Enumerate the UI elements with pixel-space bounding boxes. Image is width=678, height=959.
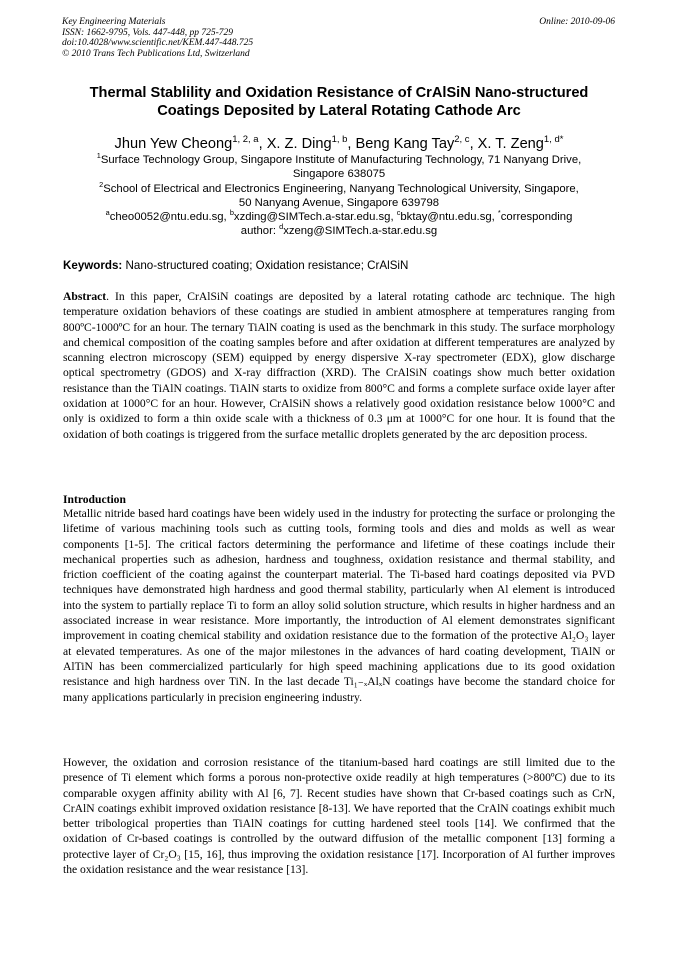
affil-number: 2 — [99, 180, 104, 190]
corresponding-prefix: author: — [240, 225, 280, 238]
author-name: X. Z. Ding — [266, 136, 332, 152]
author-separator: , — [258, 136, 267, 152]
email-address: bktay@ntu.edu.sg, — [400, 211, 498, 223]
affil-line: School of Electrical and Electronics Engineering, Nanyang Technological University, Singapore, — [103, 183, 579, 195]
keywords-label: Keywords: — [63, 259, 123, 272]
email-mark: c — [396, 208, 401, 218]
intro-paragraph-2: However, the oxidation and corrosion resistance of the titanium-based hard coatings are still limited due to the presence of Ti element which forms a porous non-protective oxide readily at high temperatures (>800ºC) due to its comparable oxygen affinity ability with Al [6, 7]. Recent studies have shown that Cr-based coatings such as CrN, CrAlN coatings exhibit improved oxidation resistance [8-13]. We have reported that the CrAlN coatings exhibit much better tribological properties than TiAlN coatings for cutting hardened steel tools [14]. We confirmed that the oxidation of Cr-based coatings is controlled by the outward diffusion of the metallic component [13] forming a protective layer of Cr₂O₃ [15, 16], thus improving the oxidation resistance [17]. Incorporation of Al further improves the oxidation resistance and the wear resistance [13]. — [63, 756, 615, 877]
email-address: xzding@SIMTech.a-star.edu.sg, — [233, 211, 397, 223]
email-address: cheo0052@ntu.edu.sg, — [109, 211, 230, 223]
email-mark: d — [279, 222, 284, 232]
affiliation-2 — [40, 182, 638, 211]
keywords-text: Nano-structured coating; Oxidation resistance; CrAlSiN — [122, 259, 409, 272]
section-heading-introduction: Introduction — [63, 493, 126, 506]
journal-name: Key Engineering Materials — [62, 17, 166, 27]
author-affil-mark: 1, d* — [543, 134, 564, 146]
author-affil-mark: 2, c — [454, 134, 470, 146]
author-separator: , — [469, 136, 478, 152]
doi-line: doi:10.4028/www.scientific.net/KEM.447-448.725 — [62, 38, 254, 49]
abstract — [63, 289, 615, 442]
affiliation-1 — [40, 153, 638, 182]
affil-line: Singapore 638075 — [292, 168, 386, 181]
title-line-2: Coatings Deposited by Lateral Rotating Cathode Arc — [157, 103, 521, 119]
abstract-label: Abstract — [63, 290, 107, 303]
email-mark: * — [497, 208, 501, 218]
email-mark: a — [105, 208, 110, 218]
keywords — [63, 259, 408, 272]
affil-line: 50 Nanyang Avenue, Singapore 639798 — [238, 197, 440, 210]
online-date: Online: 2010-09-06 — [539, 17, 615, 27]
abstract-text: . In this paper, CrAlSiN coatings are deposited by a lateral rotating cathode arc technique. The high temperature oxidation behaviors of these coatings are studied in ambient atmosphere at temperatures ranging from 800ºC-1000ºC for an hour. The ternary TiAlN coating is used as the benchmark in this study. The surface morphology and chemical composition of the coating samples before and after oxidation at different temperatures are analyzed by scanning electron microscopy (SEM) equipped by energy dispersive X-ray spectrometer (EDX), glow discharge optical spectrometry (GDOS) and X-ray diffraction (XRD). The CrAlSiN coatings show much better oxidation resistance than the TiAlN coatings. TiAlN starts to oxidize from 800°C and forms a complete surface oxide layer after oxidation at 1000°C for an hour. However, CrAlSiN shows a relatively good oxidation resistance below 1000°C and only is oxidized to form a thin oxide scale with a thickness of 0.3 μm at 1000°C for one hour. It is found that the oxidation of both coatings is triggered from the surface metallic droplets generated by the arc deposition process. — [63, 290, 615, 441]
title-line-1: Thermal Stablility and Oxidation Resistance of CrAlSiN Nano-structured — [89, 85, 589, 101]
copyright-line: © 2010 Trans Tech Publications Ltd, Switzerland — [62, 48, 250, 59]
author-affil-mark: 1, b — [331, 134, 348, 146]
author-name: X. T. Zeng — [477, 136, 544, 152]
corresponding-label: corresponding — [500, 211, 573, 223]
email-mark: b — [229, 208, 234, 218]
author-separator: , — [347, 136, 356, 152]
affil-line: Surface Technology Group, Singapore Institute of Manufacturing Technology, 71 Nanyang Drive, — [100, 154, 582, 166]
paper-title — [40, 84, 638, 120]
issn-line: ISSN: 1662-9795, Vols. 447-448, pp 725-729 — [62, 27, 233, 38]
affil-number: 1 — [96, 151, 101, 161]
journal-info — [62, 17, 253, 59]
email-address: xzeng@SIMTech.a-star.edu.sg — [283, 225, 438, 238]
email-list — [40, 210, 638, 239]
author-affil-mark: 1, 2, a — [232, 134, 259, 146]
author-list — [40, 135, 638, 154]
author-name: Jhun Yew Cheong — [114, 136, 233, 152]
intro-paragraph-1: Metallic nitride based hard coatings have been widely used in the industry for protecting the surface or prolonging the lifetime of various machining tools such as cutting tools, forming tools and dies and molds as well as wear components [1-5]. The critical factors determining the performance and lifetime of these coatings include their mechanical properties such as adhesion, hardness and toughness, oxidation resistance and thermal stability, and friction coefficient of the coating against the counterpart material. The Ti-based hard coatings deposited via PVD techniques have demonstrated high hardness and good thermal stability, particularly when Al element is introduced into the system to partially replace Ti to form an alloy solid solution structure, which results in higher hardness and an associated increase in wear resistance. More importantly, the introduction of Al element demonstrates significant improvement in coating chemical stability and oxidation resistance due to the formation of the protective Al₂O₃ layer at elevated temperatures. As one of the major milestones in the advances of hard coating development, TiAlN or AlTiN has been commercialized particularly for high speed machining applications due to its good oxidation resistance and high hardness over TiN. In the last decade Ti₁₋ₓAlₓN coatings have become the standard choice for many applications particularly in precision engineering industry. — [63, 507, 615, 704]
author-name: Beng Kang Tay — [355, 136, 455, 152]
